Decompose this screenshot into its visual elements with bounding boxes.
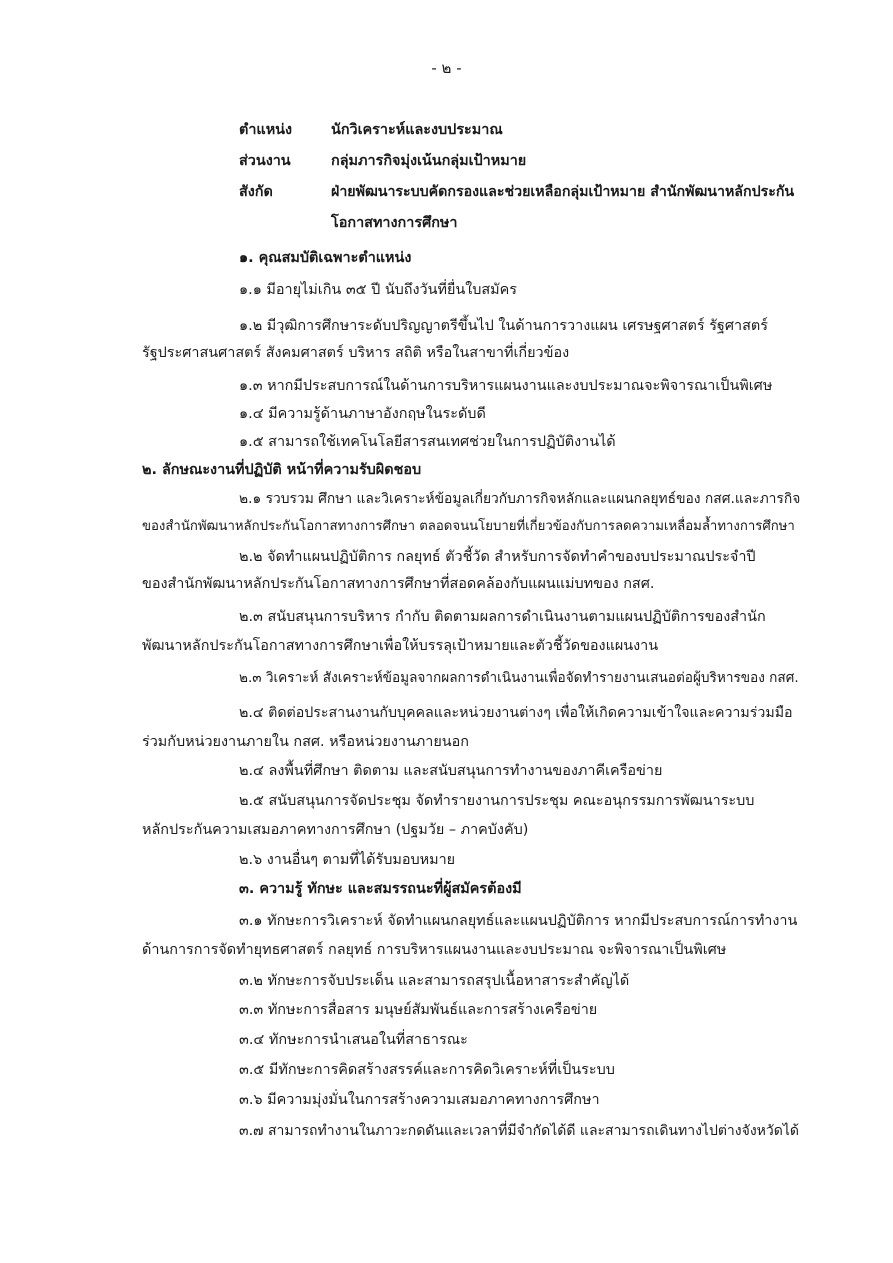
section3-item-1-line-2: ด้านการการจัดทำยุทธศาสตร์ กลยุทธ์ การบริหารแผนงานและงบประมาณ จะพิจารณาเป็นพิเศษ bbox=[142, 942, 727, 958]
section2-item-5-line-2: ร่วมกับหน่วยงานภายใน กสศ. หรือหน่วยงานภายนอก bbox=[142, 734, 469, 750]
section3-item-7: ๓.๗ สามารถทำงานในภาวะกดดันและเวลาที่มีจำกัดได้ดี และสามารถเดินทางไปต่างจังหวัดได้ bbox=[239, 1123, 799, 1139]
section2-item-5-line-1: ๒.๔ ติดต่อประสานงานกับบุคคลและหน่วยงานต่างๆ เพื่อให้เกิดความเข้าใจและความร่วมมือ bbox=[239, 705, 793, 721]
section3-item-3: ๓.๓ ทักษะการสื่อสาร มนุษย์สัมพันธ์และการสร้างเครือข่าย bbox=[239, 1002, 598, 1018]
page-number: - ๒ - bbox=[431, 59, 462, 77]
section3-item-5: ๓.๕ มีทักษะการคิดสร้างสรรค์และการคิดวิเคราะห์ที่เป็นระบบ bbox=[239, 1062, 615, 1078]
section3-item-1-line-1: ๓.๑ ทักษะการวิเคราะห์ จัดทำแผนกลยุทธ์และแผนปฏิบัติการ หากมีประสบการณ์การทำงาน bbox=[239, 913, 798, 929]
section3-item-6: ๓.๖ มีความมุ่งมั่นในการสร้างความเสมอภาคทางการศึกษา bbox=[239, 1092, 600, 1108]
section2-item-2-line-2: ของสำนักพัฒนาหลักประกันโอกาสทางการศึกษาที่สอดคล้องกับแผนแม่บทของ กสศ. bbox=[142, 576, 655, 592]
section2-item-2-line-1: ๒.๒ จัดทำแผนปฏิบัติการ กลยุทธ์ ตัวชี้วัด สำหรับการจัดทำคำของบประมาณประจำปี bbox=[239, 549, 756, 565]
section2-item-1-line-1: ๒.๑ รวบรวม ศึกษา และวิเคราะห์ข้อมูลเกี่ยวกับภารกิจหลักและแผนกลยุทธ์ของ กสศ.และภารกิจ bbox=[239, 491, 801, 507]
section1-item-4: ๑.๔ มีความรู้ด้านภาษาอังกฤษในระดับดี bbox=[239, 406, 486, 422]
affiliation-value-line-1: ฝ่ายพัฒนาระบบคัดกรองและช่วยเหลือกลุ่มเป้าหมาย สำนักพัฒนาหลักประกัน bbox=[331, 184, 795, 200]
section3-item-2: ๓.๒ ทักษะการจับประเด็น และสามารถสรุปเนื้อหาสาระสำคัญได้ bbox=[239, 973, 630, 989]
section2-item-4: ๒.๓ วิเคราะห์ สังเคราะห์ข้อมูลจากผลการดำเนินงานเพื่อจัดทำรายงานเสนอต่อผู้บริหารของ กสศ. bbox=[239, 670, 799, 686]
affiliation-value-line-2: โอกาสทางการศึกษา bbox=[331, 215, 458, 231]
section2-heading: ๒. ลักษณะงานที่ปฏิบัติ หน้าที่ความรับผิดชอบ bbox=[142, 462, 422, 478]
section3-item-4: ๓.๔ ทักษะการนำเสนอในที่สาธารณะ bbox=[239, 1032, 468, 1048]
section1-item-3: ๑.๓ หากมีประสบการณ์ในด้านการบริหารแผนงานและงบประมาณจะพิจารณาเป็นพิเศษ bbox=[239, 378, 773, 394]
section2-item-3-line-2: พัฒนาหลักประกันโอกาสทางการศึกษาเพื่อให้บรรลุเป้าหมายและตัวชี้วัดของแผนงาน bbox=[142, 638, 659, 654]
section2-item-3-line-1: ๒.๓ สนับสนุนการบริหาร กำกับ ติดตามผลการดำเนินงานตามแผนปฏิบัติการของสำนัก bbox=[239, 609, 766, 625]
section1-heading: ๑. คุณสมบัติเฉพาะตำแหน่ง bbox=[239, 250, 412, 266]
section1-item-1: ๑.๑ มีอายุไม่เกิน ๓๕ ปี นับถึงวันที่ยื่นใบสมัคร bbox=[239, 282, 518, 298]
section2-item-7-line-2: หลักประกันความเสมอภาคทางการศึกษา (ปฐมวัย – ภาคบังคับ) bbox=[142, 822, 529, 838]
section2-item-8: ๒.๖ งานอื่นๆ ตามที่ได้รับมอบหมาย bbox=[239, 852, 456, 868]
section2-item-7-line-1: ๒.๕ สนับสนุนการจัดประชุม จัดทำรายงานการประชุม คณะอนุกรรมการพัฒนาระบบ bbox=[239, 793, 755, 809]
unit-label: ส่วนงาน bbox=[239, 153, 291, 169]
section2-item-6: ๒.๔ ลงพื้นที่ศึกษา ติดตาม และสนับสนุนการทำงานของภาคีเครือข่าย bbox=[239, 763, 663, 779]
section1-item-2-line-1: ๑.๒ มีวุฒิการศึกษาระดับปริญญาตรีขึ้นไป ในด้านการวางแผน เศรษฐศาสตร์ รัฐศาสตร์ bbox=[239, 318, 768, 334]
section1-item-2-line-2: รัฐประศาสนศาสตร์ สังคมศาสตร์ บริหาร สถิติ หรือในสาขาที่เกี่ยวข้อง bbox=[142, 345, 570, 361]
position-label: ตำแหน่ง bbox=[239, 122, 293, 138]
section2-item-1-line-2: ของสำนักพัฒนาหลักประกันโอกาสทางการศึกษา ตลอดจนนโยบายที่เกี่ยวข้องกับการลดความเหลื่อมล้ำทางการศึกษา bbox=[142, 519, 795, 534]
unit-value: กลุ่มภารกิจมุ่งเน้นกลุ่มเป้าหมาย bbox=[331, 153, 527, 169]
section1-item-5: ๑.๕ สามารถใช้เทคโนโลยีสารสนเทศช่วยในการปฏิบัติงานได้ bbox=[239, 434, 616, 450]
position-value: นักวิเคราะห์และงบประมาณ bbox=[331, 122, 503, 138]
section3-heading: ๓. ความรู้ ทักษะ และสมรรถนะที่ผู้สมัครต้องมี bbox=[239, 881, 522, 897]
affiliation-label: สังกัด bbox=[239, 184, 273, 200]
